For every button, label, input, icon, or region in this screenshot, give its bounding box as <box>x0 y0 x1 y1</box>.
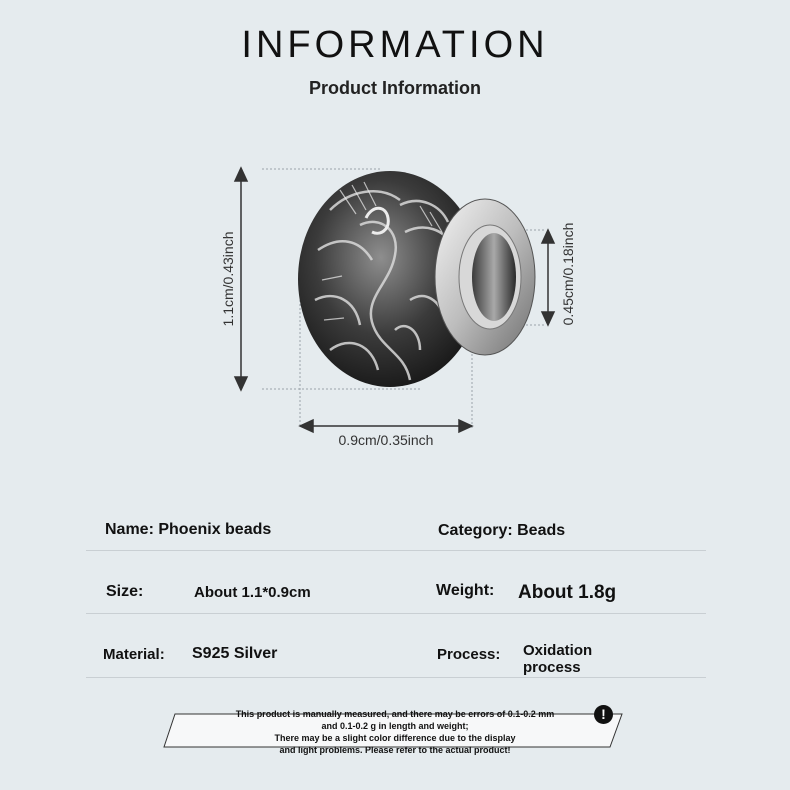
process-label: Process: <box>437 646 501 663</box>
material-value: S925 Silver <box>192 645 278 662</box>
page-title: INFORMATION <box>241 24 549 66</box>
notice-text <box>200 708 590 756</box>
notice-line: This product is manually measured, and there may be errors of 0.1-0.2 mm <box>235 709 555 719</box>
divider <box>86 677 706 678</box>
size-value: About 1.1*0.9cm <box>194 584 311 601</box>
category-spec: Category: Beads <box>438 522 566 539</box>
process-value-line2: process <box>523 659 581 676</box>
weight-value: About 1.8g <box>518 582 617 603</box>
process-value <box>523 642 592 676</box>
divider <box>86 613 706 614</box>
notice-line: There may be a slight color difference due to the display <box>274 733 516 743</box>
notice-line: and 0.1-0.2 g in length and weight; <box>321 721 469 731</box>
hole-arrow <box>542 230 554 325</box>
weight-label: Weight: <box>436 582 495 599</box>
divider <box>86 550 706 551</box>
width-arrow <box>300 420 472 432</box>
phoenix-bead-image <box>298 171 535 387</box>
hole-label: 0.45cm/0.18inch <box>560 222 576 326</box>
notice-line: and light problems. Please refer to the actual product! <box>279 745 511 755</box>
process-value-line1: Oxidation <box>523 642 593 659</box>
height-arrow <box>235 168 247 390</box>
width-label: 0.9cm/0.35inch <box>338 432 434 448</box>
exclamation-icon: ! <box>594 705 613 724</box>
height-label: 1.1cm/0.43inch <box>220 231 236 327</box>
name-spec: Name: Phoenix beads <box>105 521 272 538</box>
material-label: Material: <box>103 646 165 663</box>
page-subtitle: Product Information <box>309 78 481 98</box>
size-label: Size: <box>106 583 144 600</box>
